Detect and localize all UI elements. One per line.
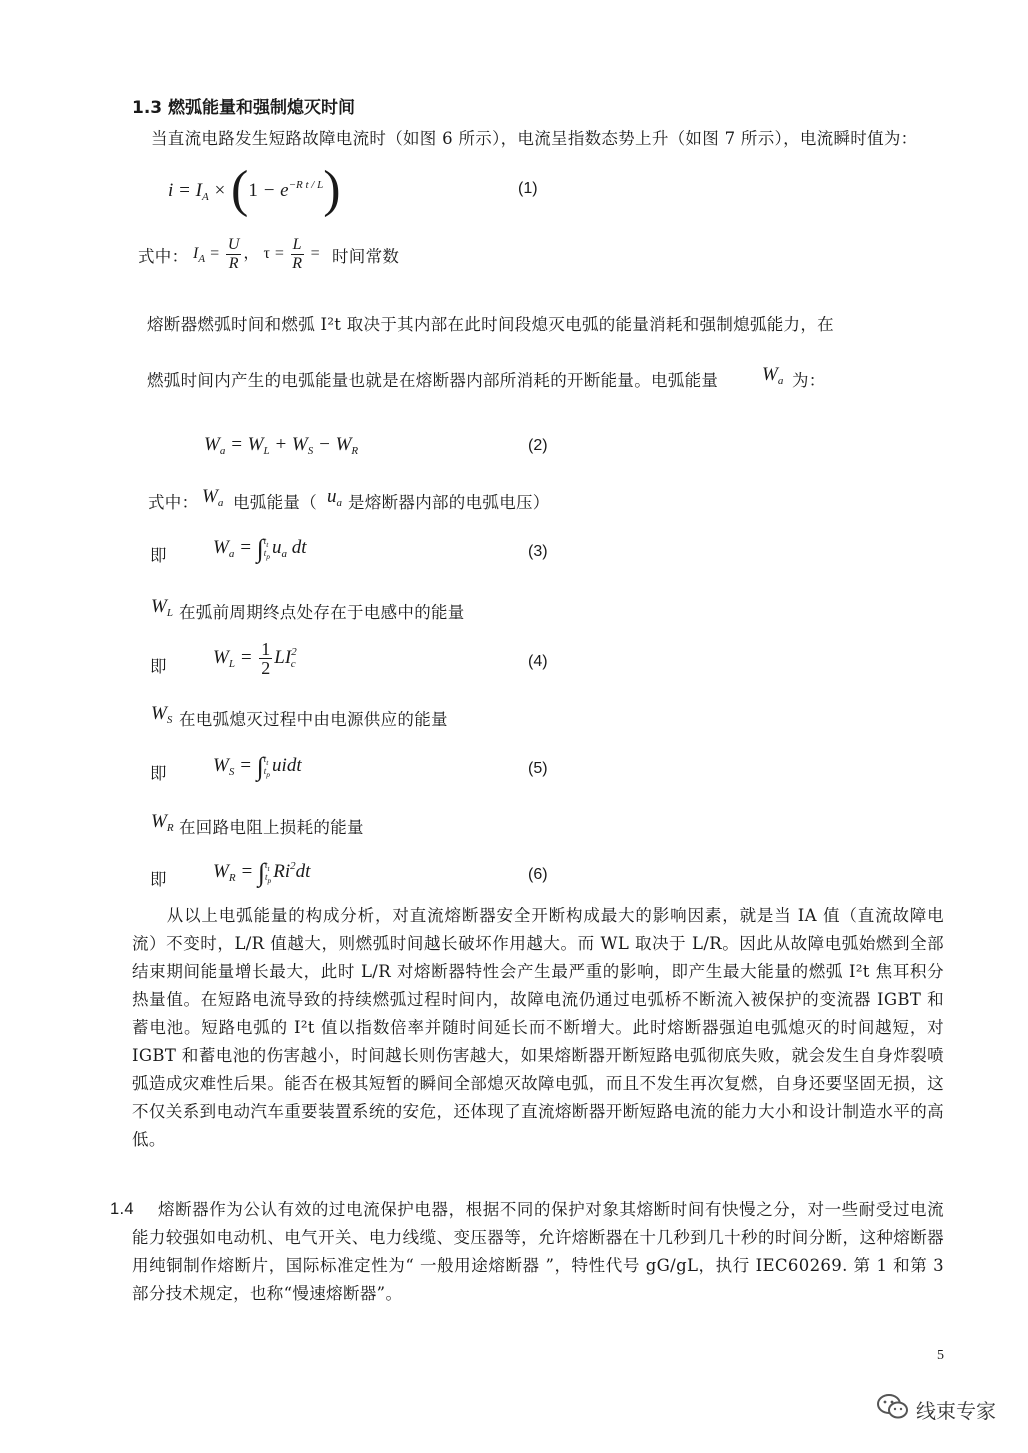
equation-2: $W_a = W_L + W_S - W_R$	[204, 434, 359, 457]
ua-symbol: $u_a$	[327, 486, 342, 509]
section-1-4-number: 1.4	[110, 1200, 134, 1218]
equation-2-number: (2)	[528, 437, 548, 454]
equation-1-number: (1)	[518, 180, 538, 197]
equation-6-number: (6)	[528, 866, 548, 883]
equation-6: $W_R = \int t_t$ $t_p$ Ri$^2$dt	[213, 858, 311, 887]
equation-5-number: (5)	[528, 760, 548, 777]
eq1-where-prefix: 式中：	[138, 247, 189, 266]
wr-description: 在回路电阻上损耗的能量	[179, 818, 364, 837]
wl-symbol: $W_L$	[151, 596, 173, 619]
ws-symbol: $W_S$	[151, 703, 173, 726]
wa-symbol: $W_a$	[762, 364, 784, 387]
equation-1: $i = I_A \times (1 - e^{-R t / L})$	[168, 161, 341, 218]
eq1-where-suffix: 时间常数	[332, 247, 400, 266]
page-number: 5	[937, 1348, 944, 1363]
ji-label-4: 即	[150, 657, 167, 676]
eq1-where-math: $I_A$ = $\frac{U}{R}$ ， τ = $\frac{L}{R}$ =	[193, 236, 321, 272]
wa-where-prefix: 式中：	[148, 493, 199, 512]
ws-description: 在电弧熄灭过程中由电源供应的能量	[179, 710, 448, 729]
section-heading: 1.3 燃弧能量和强制熄灭时间	[132, 98, 356, 118]
ji-label-6: 即	[150, 870, 167, 889]
equation-3: $W_a = \int t_t$ $t_p$ $u_a$ dt	[213, 534, 307, 563]
equation-5: $W_S = \int t_t$ $t_p$ uidt	[213, 752, 302, 781]
ji-label-3: 即	[150, 546, 167, 565]
wechat-icon	[876, 1392, 910, 1427]
wa-where-text-1: 电弧能量（	[233, 493, 317, 512]
wa-where-text-2: 是熔断器内部的电弧电压）	[348, 493, 550, 512]
equation-4-number: (4)	[528, 653, 548, 670]
section-1-4-paragraph: 熔断器作为公认有效的过电流保护电器，根据不同的保护对象其熔断时间有快慢之分，对一些耐受过电流能力较强如电动机、电气开关、电力线缆、变压器等，允许熔断器在十几秒到几十秒的时间分断，这种熔断器用纯铜制作熔断片，国际标准定性为“ 一般用途熔断器 ”，特性代号 gG/gL，执行 IEC60269. 第 1 和第 3 部分技术规定，也称“慢速熔断器”。	[132, 1200, 944, 1303]
wl-description: 在弧前周期终点处存在于电感中的能量	[179, 603, 465, 622]
fuse-paragraph-line-2: 燃弧时间内产生的电弧能量也就是在熔断器内部所消耗的开断能量。电弧能量	[147, 371, 719, 390]
wr-symbol: $W_R$	[151, 811, 174, 834]
wa-where-symbol: $W_a$	[202, 486, 224, 509]
intro-text: 当直流电路发生短路故障电流时（如图 6 所示），电流呈指数态势上升（如图 7 所示），电流瞬时值为：	[151, 129, 918, 148]
equation-3-number: (3)	[528, 543, 548, 560]
fuse-paragraph-tail: 为：	[792, 371, 826, 390]
analysis-paragraph: 从以上电弧能量的构成分析，对直流熔断器安全开断构成最大的影响因素，就是当 IA 值（直流故障电流）不变时，L/R 值越大，则燃弧时间越长破坏作用越大。而 WL 取决于 L/R。因此从故障电弧始燃到全部结束期间能量增长最大，此时 L/R 对熔断器特性会产生最严重的影响，即产生最大能量的燃弧 I²t 焦耳积分热量值。在短路电流导致的持续燃弧过程时间内，故障电流仍通过电弧桥不断流入被保护的变流器 IGBT 和蓄电池。短路电弧的 I²t 值以指数倍率并随时间延长而不断增大。此时熔断器强迫电弧熄灭的时间越短，对 IGBT 和蓄电池的伤害越小，时间越长则伤害越大，如果熔断器开断短路电弧彻底失败，就会发生自身炸裂喷弧造成灾难性后果。能否在极其短暂的瞬间全部熄灭故障电弧，而且不发生再次复燃，自身还要坚固无损，这不仅关系到电动汽车重要装置系统的安危，还体现了直流熔断器开断短路电流的能力大小和设计制造水平的高低。	[132, 906, 944, 1149]
equation-4: $W_L$ = $\frac{1}{2}$ $LI^2_c$	[213, 639, 297, 678]
watermark	[876, 1392, 996, 1427]
fuse-paragraph-line-1: 熔断器燃弧时间和燃弧 I²t 取决于其内部在此时间段熄灭电弧的能量消耗和强制熄弧能力，在	[147, 315, 834, 334]
watermark-text: 线束专家	[916, 1399, 996, 1423]
ji-label-5: 即	[150, 764, 167, 783]
